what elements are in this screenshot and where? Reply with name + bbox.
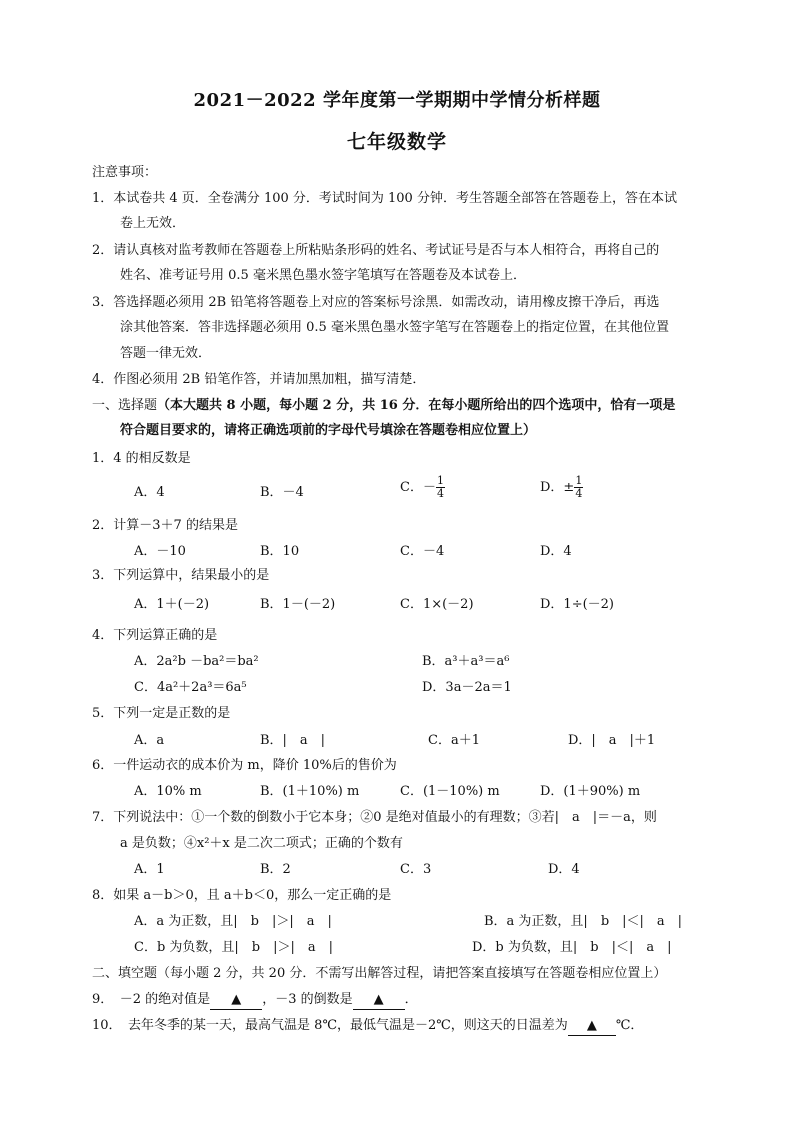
q2-stem: 2．计算－3＋7 的结果是 xyxy=(92,518,238,533)
q9: 9． －2 的绝对值是 ▲ ，－3 的倒数是 ▲ ． xyxy=(92,991,418,1010)
q3-stem: 3．下列运算中，结果最小的是 xyxy=(92,568,270,583)
q4-option-a: A．2a²b －ba²＝ba² xyxy=(134,654,259,669)
answer-blank: ▲ xyxy=(353,991,405,1010)
note-2-line-2: 姓名、准考证号用 0.5 毫米黑色墨水签字笔填写在答题卷及本试卷上． xyxy=(120,268,526,283)
q10: 10． 去年冬季的某一天，最高气温是 8℃，最低气温是－2℃，则这天的日温差为 ▲ ℃． xyxy=(92,1017,643,1036)
q4-option-c: C．4a²＋2a³＝6a⁵ xyxy=(134,680,247,695)
q1-option-d: D．± $\frac{1}{4}$ xyxy=(540,474,583,500)
section-2-heading: 二、填空题（每小题 2 分，共 20 分．不需写出解答过程，请把答案直接填写在答题卷相应位置上） xyxy=(92,966,667,981)
q1-option-b: B．－4 xyxy=(260,485,304,500)
q6-option-b: B．(1＋10%) m xyxy=(260,784,360,799)
q7-stem-line-1: 7．下列说法中：①一个数的倒数小于它本身；②0 是绝对值最小的有理数；③若| a |＝－a，则 xyxy=(92,810,657,825)
q5-option-d: D．| a |＋1 xyxy=(568,733,656,748)
q8-option-d: D．b 为负数，且| b |＜| a | xyxy=(472,940,672,955)
note-2-line-1: 2．请认真核对监考教师在答题卷上所粘贴条形码的姓名、考试证号是否与本人相符合，再将自己的 xyxy=(92,243,660,258)
q2-option-a: A．－10 xyxy=(134,544,186,559)
notes-heading: 注意事项： xyxy=(92,165,158,180)
q1-stem: 1．4 的相反数是 xyxy=(92,451,191,466)
section-1-heading xyxy=(92,397,675,415)
q8-stem: 8．如果 a－b＞0，且 a＋b＜0，那么一定正确的是 xyxy=(92,888,392,903)
fraction-one-quarter: $\frac{1}{4}$ xyxy=(436,474,444,500)
q7-option-a: A．1 xyxy=(134,862,165,877)
q3-option-a: A．1＋(－2) xyxy=(134,597,210,612)
section-1-desc-b: 符合题目要求的，请将正确选项前的字母代号填涂在答题卷相应位置上） xyxy=(120,423,537,438)
note-4: 4．作图必须用 2B 铅笔作答，并请加黑加粗，描写清楚． xyxy=(92,372,426,387)
q3-option-c: C．1×(－2) xyxy=(400,597,474,612)
q8-option-b: B．a 为正数，且| b |＜| a | xyxy=(484,914,683,929)
note-3-line-1: 3．答选择题必须用 2B 铅笔将答题卷上对应的答案标号涂黑．如需改动，请用橡皮擦干净后，再选 xyxy=(92,295,660,310)
q7-option-c: C．3 xyxy=(400,862,432,877)
q2-option-b: B．10 xyxy=(260,544,300,559)
page-title: 2021－2022 学年度第一学期期中学情分析样题 xyxy=(193,90,601,111)
q3-option-b: B．1－(－2) xyxy=(260,597,336,612)
section-1-label: 一、选择题 xyxy=(92,398,158,413)
q6-option-c: C．(1－10%) m xyxy=(400,784,500,799)
q7-option-d: D．4 xyxy=(548,862,580,877)
note-3-line-3: 答题一律无效． xyxy=(120,346,212,361)
answer-blank: ▲ xyxy=(568,1017,616,1036)
q3-option-d: D．1÷(－2) xyxy=(540,597,615,612)
fraction-one-quarter: $\frac{1}{4}$ xyxy=(575,474,583,500)
q6-stem: 6．一件运动衣的成本价为 m，降价 10%后的售价为 xyxy=(92,758,397,773)
answer-blank: ▲ xyxy=(210,991,262,1010)
q4-option-b: B．a³＋a³＝a⁶ xyxy=(422,654,510,669)
page-subtitle: 七年级数学 xyxy=(346,131,447,153)
q5-stem: 5．下列一定是正数的是 xyxy=(92,706,231,721)
q2-option-c: C．－4 xyxy=(400,544,445,559)
q6-option-a: A．10% m xyxy=(134,784,202,799)
q8-option-a: A．a 为正数，且| b |＞| a | xyxy=(134,914,332,929)
q6-option-d: D．(1＋90%) m xyxy=(540,784,641,799)
q1-option-c: C．－ $\frac{1}{4}$ xyxy=(400,474,444,500)
q4-option-d: D．3a－2a＝1 xyxy=(422,680,512,695)
q7-option-b: B．2 xyxy=(260,862,291,877)
q5-option-a: A．a xyxy=(134,733,165,748)
note-1-line-1: 1．本试卷共 4 页．全卷满分 100 分．考试时间为 100 分钟．考生答题全部答在答题卷上，答在本试 xyxy=(92,191,677,206)
q5-option-c: C．a＋1 xyxy=(428,733,480,748)
q7-stem-line-2: a 是负数；④x²＋x 是二次二项式；正确的个数有 xyxy=(120,836,403,851)
q5-option-b: B．| a | xyxy=(260,733,326,748)
q8-option-c: C．b 为负数，且| b |＞| a | xyxy=(134,940,333,955)
section-1-desc-a: （本大题共 8 小题，每小题 2 分，共 16 分．在每小题所给出的四个选项中，恰有一项是 xyxy=(157,398,676,413)
q1-option-a: A．4 xyxy=(134,485,165,500)
note-3-line-2: 涂其他答案．答非选择题必须用 0.5 毫米黑色墨水签字笔写在答题卷上的指定位置，在其他位置 xyxy=(120,320,669,335)
q4-stem: 4．下列运算正确的是 xyxy=(92,628,218,643)
note-1-line-2: 卷上无效． xyxy=(120,216,186,231)
q2-option-d: D．4 xyxy=(540,544,572,559)
